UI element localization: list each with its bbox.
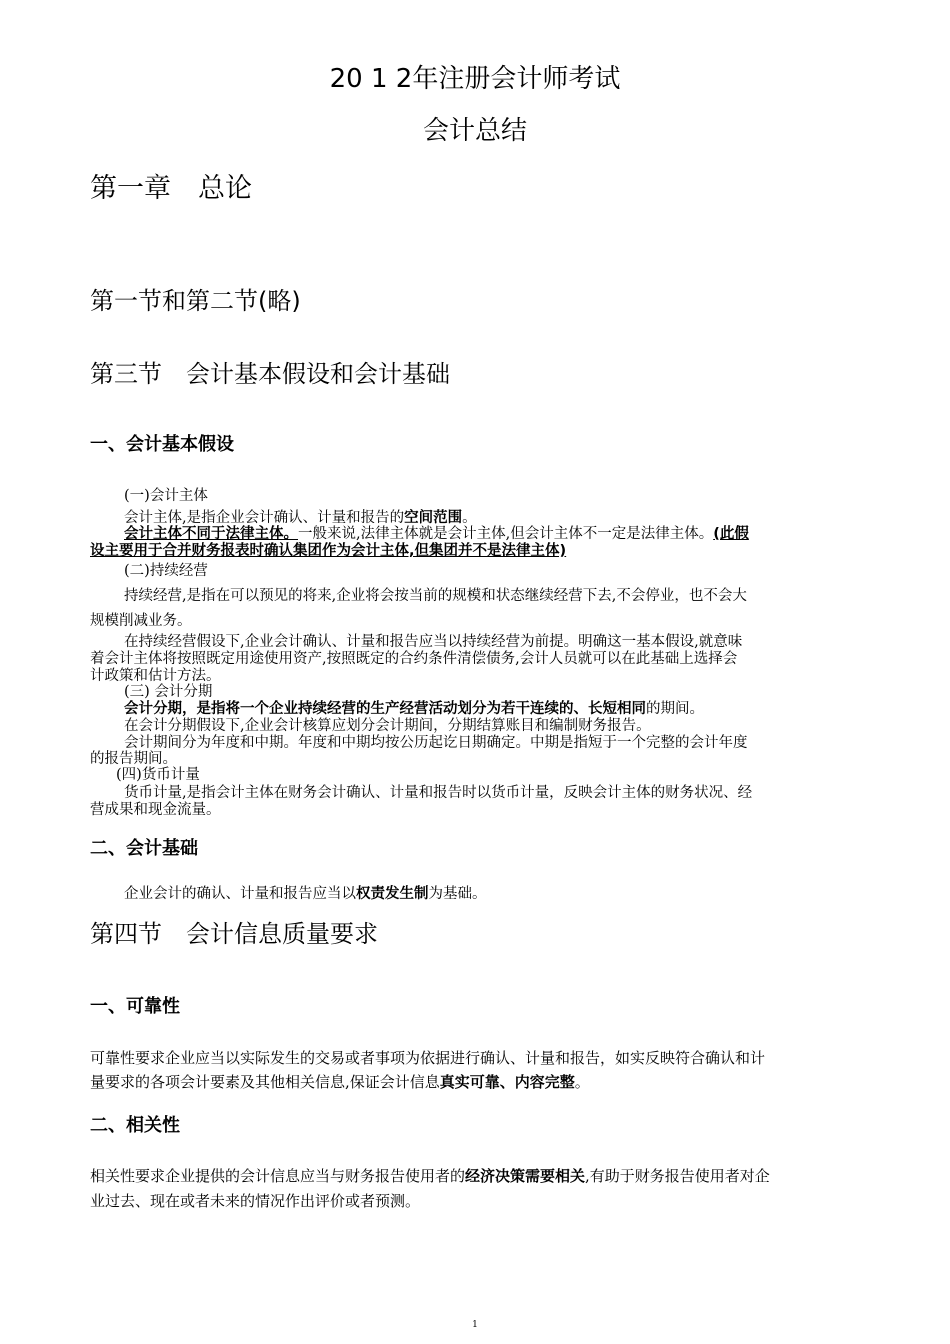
entity-label: (一)会计主体 bbox=[124, 488, 208, 504]
money-def-line2: 营成果和现金流量。 bbox=[90, 802, 221, 818]
period-para2-line2: 的报告期间。 bbox=[90, 751, 177, 767]
basis-emphasis: 权责发生制 bbox=[356, 886, 429, 902]
subheading-basic-assumptions: 一、会计基本假设 bbox=[90, 434, 234, 455]
subheading-reliability: 一、可靠性 bbox=[90, 996, 180, 1017]
reliability-line2 bbox=[90, 1073, 590, 1091]
period-def-end: 的期间。 bbox=[646, 701, 704, 717]
entity-difference bbox=[124, 526, 749, 542]
entity-def-end: 。 bbox=[462, 510, 477, 526]
relevance-emphasis: 经济决策需要相关 bbox=[465, 1167, 586, 1185]
going-concern-para-line3: 计政策和估计方法。 bbox=[90, 668, 221, 684]
relevance-line1 bbox=[90, 1167, 770, 1185]
subheading-relevance: 二、相关性 bbox=[90, 1115, 180, 1136]
period-para2-line1: 会计期间分为年度和中期。年度和中期均按公历起讫日期确定。中期是指短于一个完整的会计年度 bbox=[124, 735, 748, 751]
relevance-line2: 业过去、现在或者未来的情况作出评价或者预测。 bbox=[90, 1192, 421, 1210]
entity-note-start: (此假 bbox=[713, 526, 749, 542]
period-para: 在会计分期假设下,企业会计核算应划分会计期间，分期结算账目和编制财务报告。 bbox=[124, 718, 651, 734]
accounting-basis-text bbox=[124, 886, 487, 902]
going-concern-label: (二)持续经营 bbox=[124, 563, 208, 579]
entity-definition bbox=[124, 510, 477, 526]
chapter-heading: 第一章 总论 bbox=[90, 173, 252, 204]
going-concern-para-line1: 在持续经营假设下,企业会计确认、计量和报告应当以持续经营为前提。明确这一基本假设,就意味 bbox=[124, 634, 743, 650]
reliability-end: 。 bbox=[574, 1073, 590, 1091]
relevance-text: 相关性要求企业提供的会计信息应当与财务报告使用者的 bbox=[90, 1167, 466, 1185]
money-def-line1: 货币计量,是指会计主体在财务会计确认、计量和报告时以货币计量，反映会计主体的财务状况、经 bbox=[124, 785, 753, 801]
section-heading-1-2: 第一节和第二节(略) bbox=[90, 287, 301, 315]
money-label: (四)货币计量 bbox=[116, 767, 200, 783]
reliability-line1: 可靠性要求企业应当以实际发生的交易或者事项为依据进行确认、计量和报告，如实反映符合确认和计 bbox=[90, 1049, 766, 1067]
period-label: (三) 会计分期 bbox=[124, 684, 213, 700]
entity-def-text: 会计主体,是指企业会计确认、计量和报告的 bbox=[124, 510, 405, 526]
period-def-emphasis: 会计分期，是指将一个企业持续经营的生产经营活动划分为若干连续的、长短相同 bbox=[124, 701, 646, 717]
entity-note bbox=[90, 543, 566, 559]
section-heading-3: 第三节 会计基本假设和会计基础 bbox=[90, 360, 450, 388]
entity-def-emphasis: 空间范围 bbox=[404, 510, 463, 526]
page-number: 1 bbox=[472, 1320, 478, 1330]
section-heading-4: 第四节 会计信息质量要求 bbox=[90, 920, 378, 948]
document-subtitle: 会计总结 bbox=[422, 116, 527, 146]
entity-diff-emphasis: 会计主体不同于法律主体。 bbox=[124, 526, 298, 542]
document-title: 20 1 2年注册会计师考试 bbox=[329, 64, 621, 94]
reliability-text: 量要求的各项会计要素及其他相关信息,保证会计信息 bbox=[90, 1073, 440, 1091]
period-definition bbox=[124, 701, 704, 717]
going-concern-def-line2: 规模削减业务。 bbox=[90, 613, 192, 629]
entity-note-end: 设主要用于合并财务报表时确认集团作为会计主体,但集团并不是法律主体) bbox=[90, 543, 567, 559]
reliability-emphasis: 真实可靠、内容完整 bbox=[439, 1073, 575, 1091]
entity-diff-text: 一般来说,法律主体就是会计主体,但会计主体不一定是法律主体。 bbox=[298, 526, 714, 542]
going-concern-def-line1: 持续经营,是指在可以预见的将来,企业将会按当前的规模和状态继续经营下去,不会停业，也不会大 bbox=[124, 588, 747, 604]
basis-text: 企业会计的确认、计量和报告应当以 bbox=[124, 886, 356, 902]
going-concern-para-line2: 着会计主体将按照既定用途使用资产,按照既定的合约条件清偿债务,会计人员就可以在此基础上选择会 bbox=[90, 651, 738, 667]
subheading-accounting-basis: 二、会计基础 bbox=[90, 838, 198, 859]
basis-end: 为基础。 bbox=[428, 886, 487, 902]
relevance-text-tail: ,有助于财务报告使用者对企 bbox=[585, 1167, 770, 1185]
